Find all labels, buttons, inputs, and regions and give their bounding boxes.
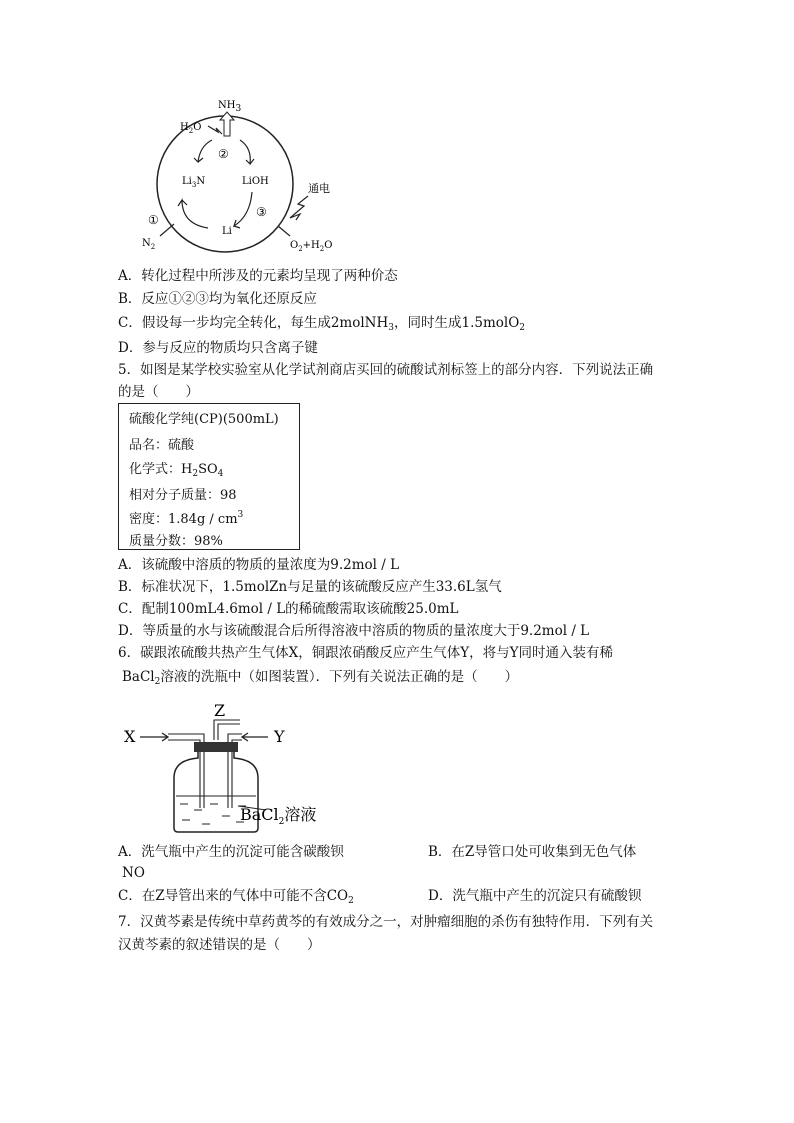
q4-option-c-text: C．假设每一步均完全转化，每生成2molNH bbox=[118, 315, 389, 331]
step1-marker: ① bbox=[148, 213, 159, 227]
x-inlet-arrow bbox=[140, 733, 168, 741]
q7-stem-line2: 汉黄芩素的叙述错误的是（ ） bbox=[118, 937, 321, 953]
q4-option-a: A．转化过程中所涉及的元素均呈现了两种价态 bbox=[118, 268, 398, 284]
label-formula bbox=[129, 458, 223, 479]
q6-stem-end: 溶液的洗瓶中（如图装置）．下列有关说法正确的是（ ） bbox=[160, 669, 519, 685]
q7-stem-line1: 7．汉黄芩素是传统中草药黄芩的有效成分之一，对肿瘤细胞的杀伤有独特作用．下列有关 bbox=[118, 914, 654, 930]
step2-marker: ② bbox=[218, 147, 229, 161]
q6-stem-bacl2: BaCl bbox=[122, 669, 155, 685]
label-molar-mass: 相对分子质量：98 bbox=[129, 488, 237, 503]
lioh-label: LiOH bbox=[242, 176, 269, 187]
q6-option-c-text: C．在Z导管出来的气体中可能不含CO bbox=[118, 888, 349, 904]
q4-option-c-sub2: 2 bbox=[519, 323, 526, 333]
electrolysis-bolt-icon bbox=[290, 196, 308, 220]
solution-dashes bbox=[180, 804, 246, 824]
nh3-label: NH3 bbox=[218, 100, 242, 114]
label-title: 硫酸化学纯(CP)(500mL) bbox=[129, 412, 279, 427]
label-density-text: 密度：1.84g / cm bbox=[129, 512, 238, 527]
label-density bbox=[129, 508, 243, 527]
gas-washing-bottle-diagram bbox=[118, 700, 318, 835]
q5-option-c: C．配制100mL4.6mol / L的稀硫酸需取该硫酸25.0mL bbox=[118, 601, 459, 617]
q5-stem-line1: 5．如图是某学校实验室从化学试剂商店买回的硫酸试剂标签上的部分内容．下列说法正确 bbox=[118, 362, 654, 378]
q5-option-a: A．该硫酸中溶质的物质的量浓度为9.2mol / L bbox=[118, 557, 400, 573]
lithium-nitrogen-cycle-diagram bbox=[130, 96, 360, 258]
li-label: Li bbox=[222, 226, 232, 237]
n2-label: $N_2$ bbox=[142, 238, 156, 251]
label-density-sup: 3 bbox=[237, 510, 244, 520]
step3-arrow bbox=[234, 192, 252, 228]
q6-stem-bacl2-sub: 2 bbox=[154, 677, 161, 687]
q4-option-c-mid: ，同时生成1.5molO bbox=[394, 315, 520, 331]
q6-option-b: B．在Z导管口处可收集到无色气体 bbox=[428, 844, 637, 860]
q4-option-c bbox=[118, 313, 525, 338]
q6-option-d: D．洗气瓶中产生的沉淀只有硫酸钡 bbox=[428, 888, 642, 904]
q6-stem-line2 bbox=[122, 667, 518, 692]
z-outlet-tube bbox=[214, 720, 240, 740]
li3n-label: $Li_3N$ bbox=[182, 176, 206, 189]
label-formula-sub2: 4 bbox=[217, 469, 224, 479]
z-gas-label: Z bbox=[214, 701, 226, 720]
step1-arrow bbox=[178, 200, 208, 228]
bacl2-solution-label: BaCl$_2$溶液 bbox=[240, 805, 317, 827]
q4-option-d: D．参与反应的物质均只含离子键 bbox=[118, 340, 318, 356]
q6-stem-line1: 6．碳跟浓硫酸共热产生气体X，铜跟浓硝酸反应产生气体Y，将与Y同时通入装有稀 bbox=[118, 645, 614, 661]
q6-option-b-cont: NO bbox=[122, 865, 145, 881]
label-formula-mid: SO bbox=[198, 462, 218, 477]
o2h2o-label: $O_2+H_2O$ bbox=[290, 240, 333, 253]
o2-out-arrow bbox=[278, 226, 290, 236]
q6-option-a: A．洗气瓶中产生的沉淀可能含碳酸钡 bbox=[118, 844, 344, 860]
bottle-stopper bbox=[194, 742, 238, 752]
h2o-in-arrow bbox=[208, 126, 222, 134]
step3-marker: ③ bbox=[256, 205, 267, 219]
y-gas-label: Y bbox=[274, 727, 285, 746]
n2-in-arrow bbox=[160, 224, 174, 236]
h2o-label: $H_2O$ bbox=[180, 122, 202, 135]
step2-left-arrow bbox=[194, 140, 212, 162]
q4-option-c-sub1: 3 bbox=[388, 323, 394, 333]
q6-option-c-sub: 2 bbox=[348, 896, 354, 906]
label-name: 品名：硫酸 bbox=[129, 438, 195, 453]
tongdian-label: 通电 bbox=[308, 182, 330, 195]
step2-right-arrow bbox=[240, 140, 254, 164]
q4-option-b: B．反应①②③均为氧化还原反应 bbox=[118, 291, 317, 307]
y-inlet-arrow bbox=[242, 733, 268, 741]
q5-option-d: D．等质量的水与该硫酸混合后所得溶液中溶质的物质的量浓度大于9.2mol / L bbox=[118, 623, 590, 639]
x-gas-label: X bbox=[124, 727, 136, 746]
q5-stem-line2: 的是（ ） bbox=[118, 384, 199, 400]
label-formula-sub1: 2 bbox=[192, 469, 199, 479]
q6-option-c bbox=[118, 886, 354, 911]
label-mass-fraction: 质量分数：98% bbox=[129, 534, 223, 549]
label-formula-text: 化学式：H bbox=[129, 462, 193, 477]
q5-option-b: B．标准状况下，1.5molZn与足量的该硫酸反应产生33.6L氢气 bbox=[118, 579, 502, 595]
sulfuric-acid-label-box bbox=[118, 403, 300, 550]
